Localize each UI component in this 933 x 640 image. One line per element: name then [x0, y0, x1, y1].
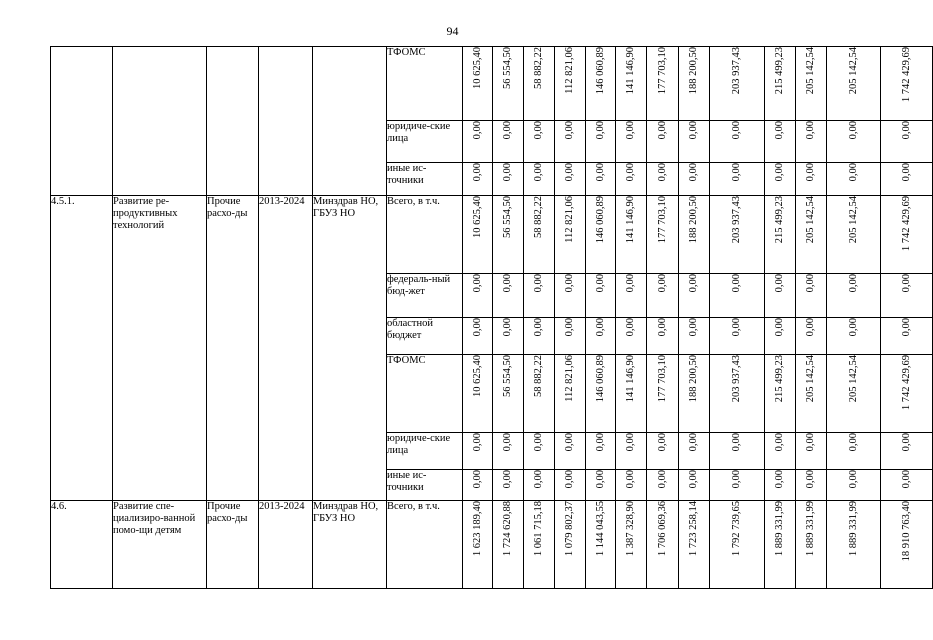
table-row [51, 196, 933, 274]
amount-value: 0,00 [594, 470, 606, 489]
amount-value: 0,00 [656, 470, 668, 489]
amount-value: 0,00 [625, 163, 636, 182]
amount-cell [586, 501, 616, 589]
amount-value: 0,00 [900, 121, 912, 140]
amount-cell [881, 163, 933, 196]
amount-value: 0,00 [625, 274, 636, 293]
amount-cell [881, 196, 933, 274]
amount-cell [524, 196, 555, 274]
funding-source-cell: иные ис-точники [387, 163, 463, 196]
amount-value: 0,00 [471, 121, 483, 140]
amount-cell [796, 163, 827, 196]
amount-value: 141 146,90 [625, 196, 636, 244]
amount-cell [524, 318, 555, 355]
amount-cell [647, 121, 679, 163]
amount-cell [586, 121, 616, 163]
amount-cell [586, 196, 616, 274]
amount-value: 205 142,54 [805, 47, 816, 95]
amount-cell [710, 318, 765, 355]
amount-value: 0,00 [502, 433, 513, 452]
amount-cell [796, 196, 827, 274]
amount-value: 0,00 [847, 470, 859, 489]
amount-cell [710, 196, 765, 274]
measure-executor-cell [313, 47, 387, 196]
amount-cell [765, 47, 796, 121]
amount-value: 0,00 [900, 470, 912, 489]
amount-value: 0,00 [625, 318, 636, 337]
measure-expense-cell: Прочие расхо-ды [207, 501, 259, 589]
amount-cell [647, 318, 679, 355]
amount-cell [555, 318, 586, 355]
amount-cell [616, 163, 647, 196]
amount-value: 0,00 [471, 274, 483, 293]
amount-cell [647, 355, 679, 433]
amount-cell [524, 433, 555, 470]
amount-value: 0,00 [900, 163, 912, 182]
amount-cell [586, 470, 616, 501]
amount-cell [647, 501, 679, 589]
measure-period-cell: 2013-2024 [259, 501, 313, 589]
amount-cell [493, 163, 524, 196]
amount-cell [493, 355, 524, 433]
amount-cell [616, 47, 647, 121]
amount-cell [881, 47, 933, 121]
amount-cell [493, 47, 524, 121]
amount-cell [524, 470, 555, 501]
amount-cell [827, 121, 881, 163]
amount-cell [493, 196, 524, 274]
amount-value: 0,00 [533, 163, 544, 182]
amount-value: 0,00 [731, 470, 742, 489]
amount-value: 188 200,50 [688, 47, 699, 95]
amount-cell [765, 196, 796, 274]
amount-cell [881, 318, 933, 355]
amount-cell [586, 163, 616, 196]
amount-cell [647, 47, 679, 121]
amount-cell [765, 121, 796, 163]
amount-value: 203 937,43 [731, 47, 742, 95]
amount-value: 18 910 763,40 [900, 501, 912, 562]
amount-value: 0,00 [656, 433, 668, 452]
amount-value: 0,00 [533, 433, 544, 452]
amount-value: 0,00 [564, 274, 575, 293]
amount-value: 203 937,43 [731, 196, 742, 244]
amount-value: 146 060,89 [594, 355, 606, 403]
amount-cell [827, 196, 881, 274]
amount-value: 0,00 [656, 121, 668, 140]
amount-cell [616, 470, 647, 501]
amount-value: 1 706 069,36 [656, 501, 668, 557]
amount-value: 0,00 [594, 163, 606, 182]
amount-value: 0,00 [594, 274, 606, 293]
amount-value: 205 142,54 [847, 47, 859, 95]
amount-cell [463, 274, 493, 318]
amount-value: 215 499,23 [774, 196, 785, 244]
amount-cell [710, 433, 765, 470]
amount-cell [881, 274, 933, 318]
amount-cell [679, 355, 710, 433]
amount-value: 58 882,22 [533, 47, 544, 89]
amount-cell [796, 501, 827, 589]
amount-value: 0,00 [471, 470, 483, 489]
amount-value: 1 724 620,88 [502, 501, 513, 557]
amount-cell [647, 274, 679, 318]
amount-cell [710, 47, 765, 121]
amount-cell [827, 355, 881, 433]
amount-cell [765, 274, 796, 318]
amount-cell [679, 501, 710, 589]
amount-cell [710, 163, 765, 196]
amount-cell [493, 501, 524, 589]
amount-cell [555, 163, 586, 196]
amount-cell [647, 433, 679, 470]
amount-value: 0,00 [847, 121, 859, 140]
amount-cell [765, 433, 796, 470]
amount-value: 0,00 [564, 163, 575, 182]
amount-value: 203 937,43 [731, 355, 742, 403]
amount-cell [796, 433, 827, 470]
amount-value: 205 142,54 [847, 355, 859, 403]
amount-value: 0,00 [502, 121, 513, 140]
amount-cell [710, 501, 765, 589]
amount-cell [881, 355, 933, 433]
amount-value: 0,00 [594, 318, 606, 337]
amount-value: 112 821,06 [564, 47, 575, 94]
measure-name-cell: Развитие спе-циализиро-ванной помо-щи детям [113, 501, 207, 589]
funding-source-cell: Всего, в т.ч. [387, 501, 463, 589]
amount-value: 188 200,50 [688, 355, 699, 403]
amount-value: 0,00 [688, 163, 699, 182]
amount-cell [555, 501, 586, 589]
amount-value: 112 821,06 [564, 355, 575, 402]
amount-value: 0,00 [688, 274, 699, 293]
amount-cell [765, 501, 796, 589]
measure-period-cell [259, 47, 313, 196]
amount-cell [524, 501, 555, 589]
amount-cell [765, 355, 796, 433]
amount-value: 146 060,89 [594, 47, 606, 95]
amount-cell [647, 470, 679, 501]
amount-cell [524, 355, 555, 433]
measure-code-cell: 4.6. [51, 501, 113, 589]
amount-cell [493, 274, 524, 318]
amount-value: 0,00 [847, 433, 859, 452]
amount-cell [679, 274, 710, 318]
amount-value: 0,00 [564, 470, 575, 489]
amount-value: 56 554,50 [502, 196, 513, 238]
amount-value: 0,00 [533, 121, 544, 140]
amount-value: 10 625,40 [471, 47, 483, 89]
amount-value: 0,00 [656, 318, 668, 337]
amount-cell [616, 318, 647, 355]
amount-cell [524, 274, 555, 318]
measure-expense-cell [207, 47, 259, 196]
measure-code-cell: 4.5.1. [51, 196, 113, 501]
amount-cell [710, 470, 765, 501]
amount-value: 215 499,23 [774, 355, 785, 403]
measure-period-cell: 2013-2024 [259, 196, 313, 501]
amount-cell [796, 470, 827, 501]
amount-value: 112 821,06 [564, 196, 575, 243]
amount-cell [463, 163, 493, 196]
amount-cell [463, 318, 493, 355]
amount-value: 205 142,54 [805, 355, 816, 403]
amount-value: 1 742 429,69 [900, 355, 912, 411]
table-row [51, 501, 933, 589]
amount-value: 0,00 [731, 163, 742, 182]
amount-cell [827, 47, 881, 121]
table-row [51, 47, 933, 121]
amount-cell [493, 470, 524, 501]
amount-cell [463, 196, 493, 274]
amount-value: 177 703,10 [656, 196, 668, 244]
amount-cell [827, 318, 881, 355]
amount-value: 0,00 [533, 470, 544, 489]
amount-value: 0,00 [625, 433, 636, 452]
amount-cell [555, 196, 586, 274]
amount-value: 0,00 [847, 163, 859, 182]
amount-value: 0,00 [900, 274, 912, 293]
amount-cell [796, 47, 827, 121]
amount-cell [555, 433, 586, 470]
amount-value: 0,00 [847, 318, 859, 337]
amount-cell [463, 121, 493, 163]
amount-value: 141 146,90 [625, 47, 636, 95]
amount-value: 0,00 [471, 433, 483, 452]
amount-value: 0,00 [774, 274, 785, 293]
amount-value: 1 387 328,90 [625, 501, 636, 557]
amount-cell [616, 433, 647, 470]
amount-value: 0,00 [731, 433, 742, 452]
amount-cell [463, 501, 493, 589]
amount-cell [710, 274, 765, 318]
funding-source-cell: ТФОМС [387, 47, 463, 121]
amount-cell [463, 470, 493, 501]
amount-cell [827, 501, 881, 589]
budget-table-body [51, 47, 933, 589]
amount-cell [827, 433, 881, 470]
amount-cell [463, 355, 493, 433]
amount-value: 0,00 [774, 470, 785, 489]
amount-value: 0,00 [533, 318, 544, 337]
amount-cell [493, 121, 524, 163]
amount-cell [616, 121, 647, 163]
amount-value: 0,00 [564, 121, 575, 140]
amount-value: 56 554,50 [502, 355, 513, 397]
amount-value: 205 142,54 [805, 196, 816, 244]
measure-code-cell [51, 47, 113, 196]
page-number: 94 [446, 24, 459, 38]
amount-cell [765, 163, 796, 196]
amount-value: 0,00 [774, 121, 785, 140]
amount-value: 0,00 [731, 121, 742, 140]
measure-executor-cell: Минздрав НО, ГБУЗ НО [313, 501, 387, 589]
amount-cell [555, 274, 586, 318]
amount-value: 0,00 [564, 318, 575, 337]
amount-value: 0,00 [688, 470, 699, 489]
amount-cell [881, 501, 933, 589]
amount-value: 1 889 331,99 [805, 501, 816, 557]
amount-value: 1 144 043,55 [594, 501, 606, 557]
measure-name-cell [113, 47, 207, 196]
amount-value: 1 889 331,99 [774, 501, 785, 557]
amount-cell [881, 433, 933, 470]
amount-value: 0,00 [805, 163, 816, 182]
funding-source-cell: ТФОМС [387, 355, 463, 433]
funding-source-cell: юридиче-ские лица [387, 433, 463, 470]
funding-source-cell: областной бюджет [387, 318, 463, 355]
budget-table [50, 46, 933, 589]
amount-value: 0,00 [774, 163, 785, 182]
amount-value: 10 625,40 [471, 355, 483, 397]
amount-value: 0,00 [805, 121, 816, 140]
amount-value: 0,00 [502, 163, 513, 182]
amount-value: 0,00 [594, 121, 606, 140]
amount-value: 0,00 [564, 433, 575, 452]
funding-source-cell: иные ис-точники [387, 470, 463, 501]
amount-cell [555, 121, 586, 163]
amount-cell [881, 470, 933, 501]
amount-value: 0,00 [805, 470, 816, 489]
amount-cell [765, 470, 796, 501]
amount-value: 0,00 [805, 318, 816, 337]
amount-value: 0,00 [656, 163, 668, 182]
measure-executor-cell: Минздрав НО, ГБУЗ НО [313, 196, 387, 501]
amount-value: 0,00 [471, 163, 483, 182]
funding-source-cell: федераль-ный бюд-жет [387, 274, 463, 318]
amount-cell [679, 318, 710, 355]
amount-value: 0,00 [688, 433, 699, 452]
measure-name-cell: Развитие ре-продуктивных технологий [113, 196, 207, 501]
amount-value: 0,00 [774, 318, 785, 337]
amount-cell [616, 501, 647, 589]
amount-value: 1 742 429,69 [900, 196, 912, 252]
amount-value: 56 554,50 [502, 47, 513, 89]
amount-cell [679, 121, 710, 163]
amount-value: 1 742 429,69 [900, 47, 912, 103]
amount-value: 1 723 258,14 [688, 501, 699, 557]
amount-value: 215 499,23 [774, 47, 785, 95]
amount-value: 0,00 [625, 121, 636, 140]
amount-cell [827, 470, 881, 501]
amount-cell [679, 470, 710, 501]
amount-value: 0,00 [847, 274, 859, 293]
amount-value: 0,00 [502, 318, 513, 337]
measure-expense-cell: Прочие расхо-ды [207, 196, 259, 501]
amount-value: 0,00 [774, 433, 785, 452]
amount-value: 0,00 [471, 318, 483, 337]
amount-cell [710, 355, 765, 433]
amount-cell [827, 274, 881, 318]
amount-cell [710, 121, 765, 163]
amount-value: 141 146,90 [625, 355, 636, 403]
amount-cell [679, 433, 710, 470]
amount-value: 177 703,10 [656, 47, 668, 95]
amount-cell [679, 47, 710, 121]
amount-value: 58 882,22 [533, 355, 544, 397]
amount-cell [679, 196, 710, 274]
amount-value: 0,00 [594, 433, 606, 452]
amount-value: 188 200,50 [688, 196, 699, 244]
amount-value: 0,00 [688, 318, 699, 337]
amount-cell [827, 163, 881, 196]
amount-value: 0,00 [731, 274, 742, 293]
amount-value: 205 142,54 [847, 196, 859, 244]
amount-cell [524, 163, 555, 196]
amount-value: 0,00 [533, 274, 544, 293]
amount-value: 177 703,10 [656, 355, 668, 403]
amount-value: 1 889 331,99 [847, 501, 859, 557]
amount-value: 0,00 [625, 470, 636, 489]
amount-cell [616, 196, 647, 274]
amount-value: 146 060,89 [594, 196, 606, 244]
amount-cell [796, 355, 827, 433]
amount-cell [881, 121, 933, 163]
amount-value: 0,00 [900, 433, 912, 452]
amount-cell [463, 433, 493, 470]
funding-source-cell: юридиче-ские лица [387, 121, 463, 163]
amount-value: 1 792 739,65 [731, 501, 742, 557]
amount-cell [586, 433, 616, 470]
amount-value: 0,00 [805, 433, 816, 452]
amount-cell [765, 318, 796, 355]
amount-cell [463, 47, 493, 121]
amount-cell [586, 318, 616, 355]
amount-cell [796, 274, 827, 318]
amount-cell [555, 47, 586, 121]
amount-value: 0,00 [688, 121, 699, 140]
amount-cell [679, 163, 710, 196]
amount-value: 0,00 [731, 318, 742, 337]
amount-cell [616, 355, 647, 433]
amount-value: 1 061 715,18 [533, 501, 544, 557]
amount-value: 10 625,40 [471, 196, 483, 238]
amount-cell [586, 355, 616, 433]
amount-value: 1 623 189,40 [471, 501, 483, 557]
amount-value: 0,00 [502, 470, 513, 489]
amount-value: 0,00 [656, 274, 668, 293]
amount-cell [647, 163, 679, 196]
amount-cell [796, 121, 827, 163]
amount-cell [796, 318, 827, 355]
amount-cell [555, 355, 586, 433]
amount-cell [493, 433, 524, 470]
amount-cell [524, 121, 555, 163]
amount-value: 58 882,22 [533, 196, 544, 238]
amount-cell [586, 47, 616, 121]
amount-value: 0,00 [502, 274, 513, 293]
funding-source-cell: Всего, в т.ч. [387, 196, 463, 274]
amount-cell [616, 274, 647, 318]
amount-cell [647, 196, 679, 274]
amount-cell [555, 470, 586, 501]
amount-cell [586, 274, 616, 318]
amount-value: 1 079 802,37 [564, 501, 575, 557]
amount-cell [493, 318, 524, 355]
amount-value: 0,00 [805, 274, 816, 293]
amount-cell [524, 47, 555, 121]
amount-value: 0,00 [900, 318, 912, 337]
